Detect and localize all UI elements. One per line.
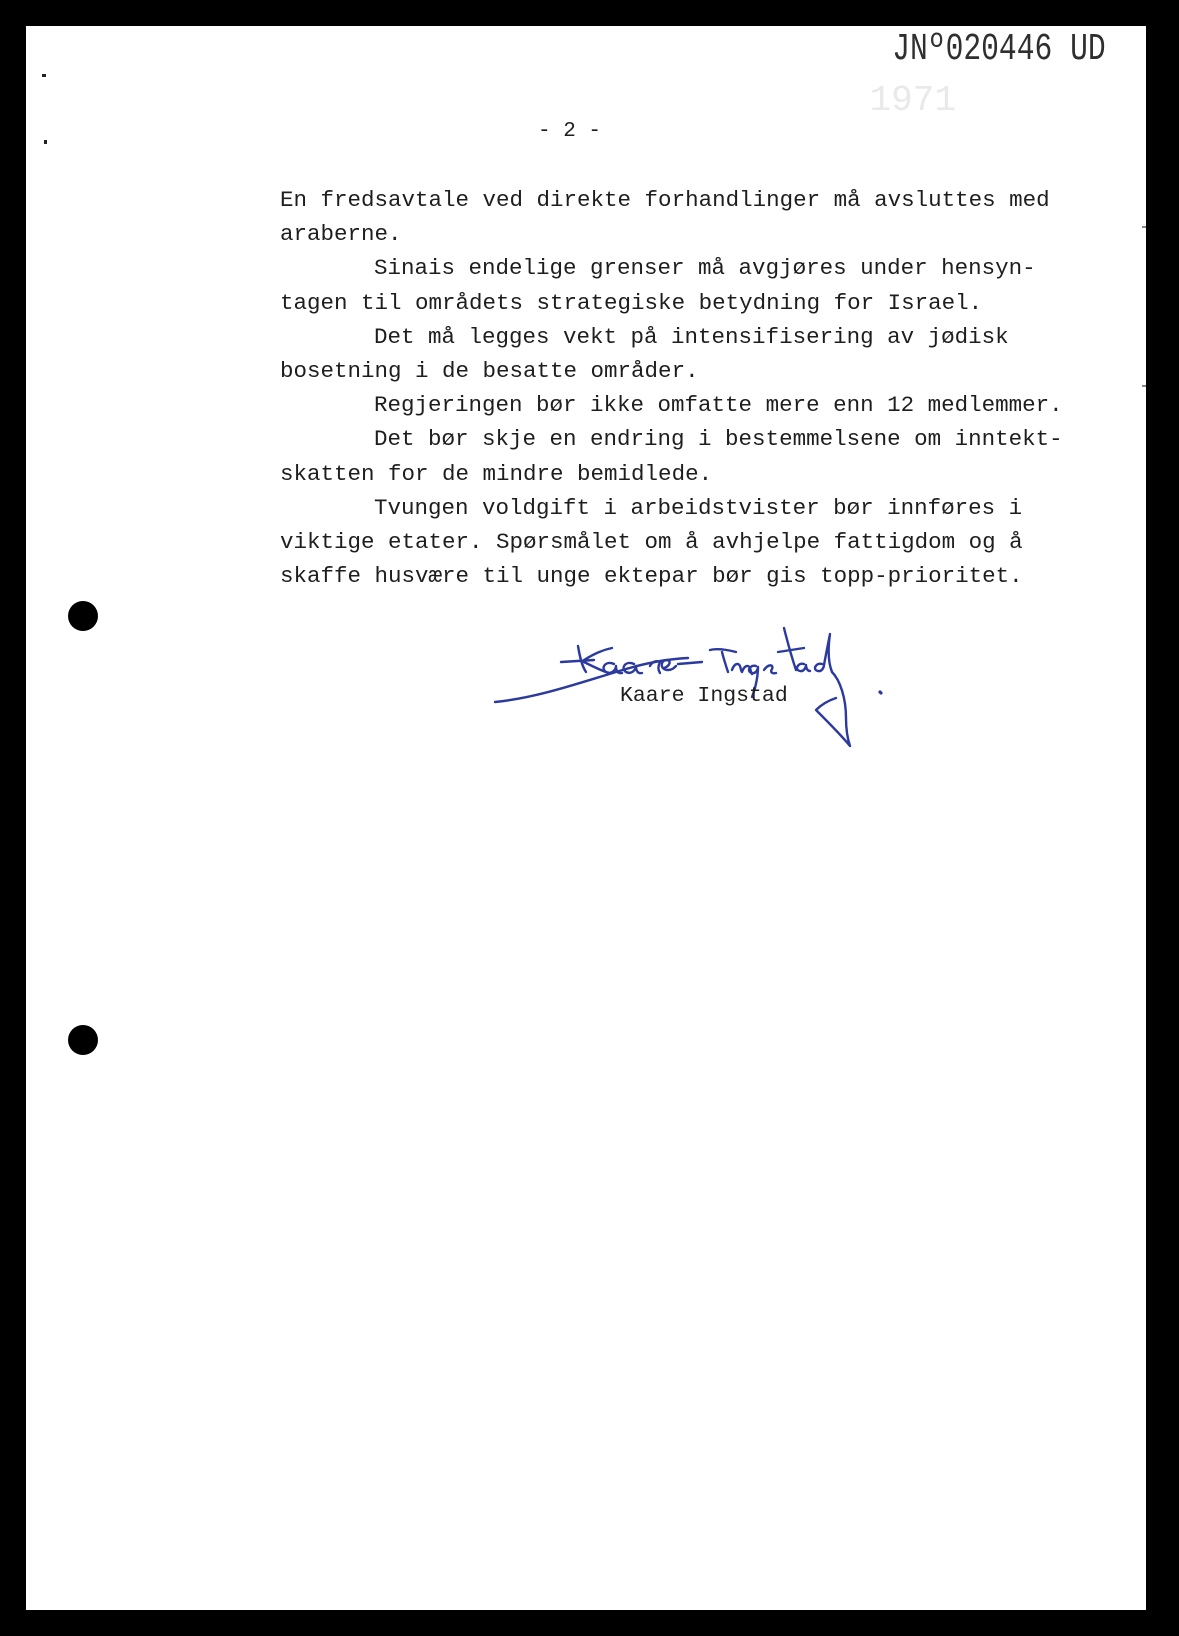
body-line: viktige etater. Spørsmålet om å avhjelpe fattigdom og å: [280, 528, 1023, 555]
document-page: [26, 26, 1146, 1610]
body-line: bosetning i de besatte områder.: [280, 357, 699, 384]
body-line: En fredsavtale ved direkte forhandlinger må avsluttes med: [280, 187, 1050, 213]
page-number: - 2 -: [538, 120, 602, 143]
margin-mark: [44, 140, 47, 144]
body-line: Det bør skje en endring i bestemmelsene om inntekt-: [374, 426, 1063, 453]
body-line: skatten for de mindre bemidlede.: [280, 460, 713, 487]
body-line: araberne.: [280, 221, 402, 248]
journal-number-stamp: JNº020446 UD: [892, 28, 1106, 71]
edge-mark: [1142, 385, 1146, 387]
signer-name: Kaare Ingstad: [620, 684, 788, 708]
body-line: Det må legges vekt på intensifisering av jødisk: [374, 323, 1009, 350]
margin-mark: [42, 74, 46, 77]
punch-hole: [68, 1025, 98, 1055]
body-line: Tvungen voldgift i arbeidstvister bør innføres i: [374, 494, 1023, 521]
punch-hole: [68, 601, 98, 631]
body-line: skaffe husvære til unge ektepar bør gis topp-prioritet.: [280, 563, 1023, 590]
letter-body: [280, 183, 1063, 593]
edge-mark: [1142, 226, 1146, 228]
body-line: tagen til områdets strategiske betydning for Israel.: [280, 289, 983, 316]
faint-year-stamp: 1971: [869, 80, 956, 121]
body-line: Regjeringen bør ikke omfatte mere enn 12 medlemmer.: [374, 392, 1063, 419]
body-line: Sinais endelige grenser må avgjøres under hensyn-: [374, 255, 1036, 282]
